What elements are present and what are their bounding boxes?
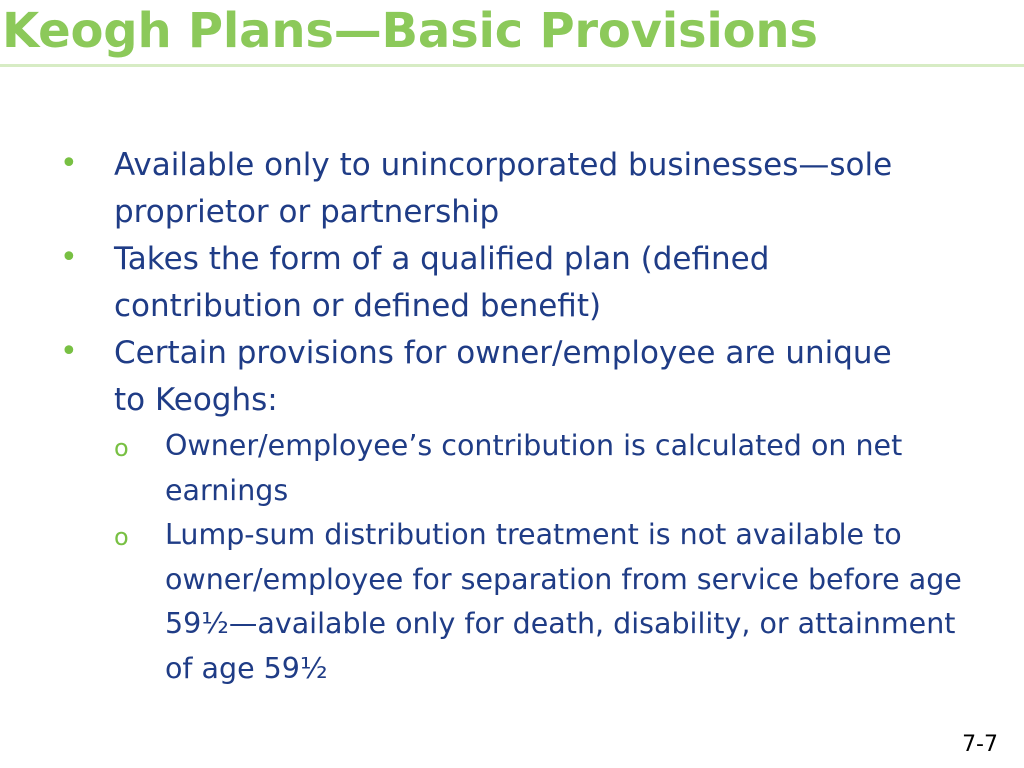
hollow-circle-bullet-icon: o <box>114 434 129 462</box>
sub-bullet-text: Owner/employee’s contribution is calculated on net earnings <box>165 429 903 507</box>
sub-bullet-item <box>0 424 965 513</box>
sub-bullet-text: Lump-sum distribution treatment is not available to owner/employee for separation from service before age 59½—available only for death, disability, or attainment of age 59½ <box>165 518 962 685</box>
slide-title: Keogh Plans—Basic Provisions <box>2 3 818 59</box>
sub-bullet-item <box>0 513 965 691</box>
bullet-item <box>0 330 914 424</box>
bullet-list <box>0 142 1024 691</box>
bullet-dot-icon: • <box>60 146 78 181</box>
bullet-text: Certain provisions for owner/employee are unique to Keoghs: <box>114 335 892 418</box>
page-number: 7-7 <box>962 732 998 757</box>
hollow-circle-bullet-icon: o <box>114 523 129 551</box>
bullet-text: Available only to unincorporated businesses—sole proprietor or partnership <box>114 147 893 230</box>
bullet-dot-icon: • <box>60 334 78 369</box>
bullet-item <box>0 142 914 236</box>
bullet-text: Takes the form of a qualified plan (defined contribution or defined benefit) <box>114 241 770 324</box>
title-underline <box>0 64 1024 67</box>
bullet-dot-icon: • <box>60 240 78 275</box>
bullet-item <box>0 236 914 330</box>
